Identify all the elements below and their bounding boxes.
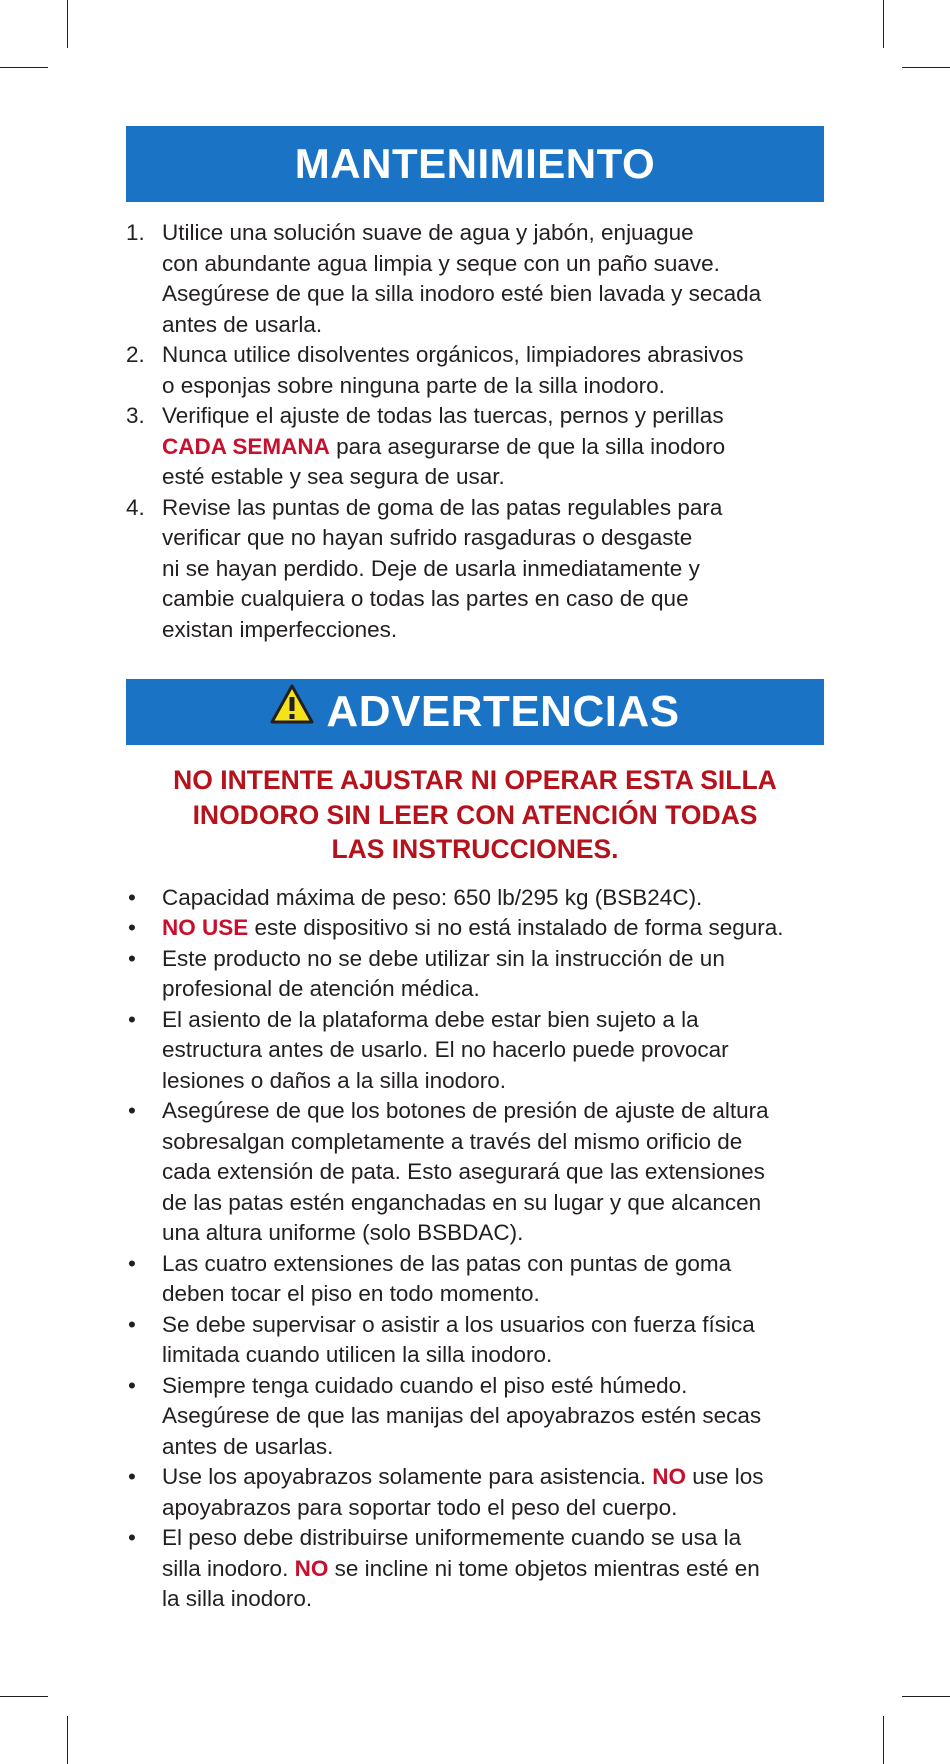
maintenance-banner [126,126,824,202]
bullet: • [128,915,136,940]
crop-mark [0,1696,48,1697]
list-item: 3. Verifique el ajuste de todas las tuercas, pernos y perillas CADA SEMANA para asegurarse de que la silla inodoro esté estable y sea segura de usar. [126,403,726,489]
bullet: • [128,1250,136,1276]
page-content [126,126,824,1615]
list-item: • Este producto no se debe utilizar sin la instrucción de un profesional de atención médica. [128,945,725,1001]
list-item: • NO USE este dispositivo si no está instalado de forma segura. [126,913,824,944]
item-number: 3. [126,403,145,428]
warning-triangle-icon [270,677,314,743]
list-item: 2. Nunca utilice disolventes orgánicos, limpiadores abrasivos o esponjas sobre ninguna parte de la silla inodoro. [126,342,744,398]
bullet: • [128,884,136,910]
list-item: 1. Utilice una solución suave de agua y jabón, enjuague con abundante agua limpia y seque con un paño suave. Asegúrese de que la silla inodoro esté bien lavada y secada antes de usarla. [126,220,762,337]
warnings-title: ADVERTENCIAS [326,687,680,736]
list-item: • Use los apoyabrazos solamente para asistencia. NO use los apoyabrazos para soportar todo el peso del cuerpo. [128,1464,764,1520]
warnings-list [126,883,824,1615]
item-number: 2. [126,342,145,367]
list-item: 4. Revise las puntas de goma de las patas regulables para verificar que no hayan sufrido rasgaduras o desgaste ni se hayan perdido. Deje de usarla inmediatamente y cambie cualquiera o todas las partes en caso de que existan imperfecciones. [126,494,723,642]
list-item: • Las cuatro extensiones de las patas con puntas de goma deben tocar el piso en todo momento. [128,1250,732,1306]
emphasis-text: NO USE [162,915,249,940]
list-item: • El asiento de la plataforma debe estar bien sujeto a la estructura antes de usarlo. El no hacerlo puede provocar lesiones o daños a la silla inodoro. [128,1006,729,1093]
list-item: • Asegúrese de que los botones de presión de ajuste de altura sobresalgan completamente a través del mismo orificio de cada extensión de pata. Esto asegurará que las extensiones de las patas estén enganchadas en su lugar y que alcancen una altura uniforme (solo BSBDAC). [128,1098,769,1245]
maintenance-title: MANTENIMIENTO [294,140,656,187]
item-number: 1. [126,220,145,245]
warnings-banner [126,679,824,745]
list-item: • Capacidad máxima de peso: 650 lb/295 kg (BSB24C). [126,883,824,914]
emphasis-text: CADA SEMANA [162,433,330,459]
bullet: • [128,1098,136,1123]
bullet: • [128,1525,136,1550]
maintenance-list [126,218,824,645]
crop-mark [883,1716,884,1764]
item-number: 4. [126,494,145,520]
emphasis-text: NO [294,1555,329,1581]
bullet: • [128,1464,136,1489]
crop-mark [67,0,68,48]
bullet: • [128,945,136,971]
bullet: • [128,1311,136,1337]
list-item: • Siempre tenga cuidado cuando el piso esté húmedo. Asegúrese de que las manijas del apoyabrazos estén secas antes de usarlas. [128,1372,762,1459]
crop-mark [67,1716,68,1764]
emphasis-text: NO [652,1464,687,1489]
bullet: • [128,1372,136,1398]
crop-mark [0,67,48,68]
crop-mark [902,1696,950,1697]
warning-headline: NO INTENTE AJUSTAR NI OPERAR ESTA SILLA INODORO SIN LEER CON ATENCIÓN TODAS LAS INSTRUCCIONES. [173,765,777,864]
list-item: • Se debe supervisar o asistir a los usuarios con fuerza física limitada cuando utilicen la silla inodoro. [128,1311,755,1367]
list-item: • El peso debe distribuirse uniformemente cuando se usa la silla inodoro. NO se incline ni tome objetos mientras esté en la silla inodoro. [128,1525,760,1611]
crop-mark [883,0,884,48]
bullet: • [128,1006,136,1032]
crop-mark [902,67,950,68]
